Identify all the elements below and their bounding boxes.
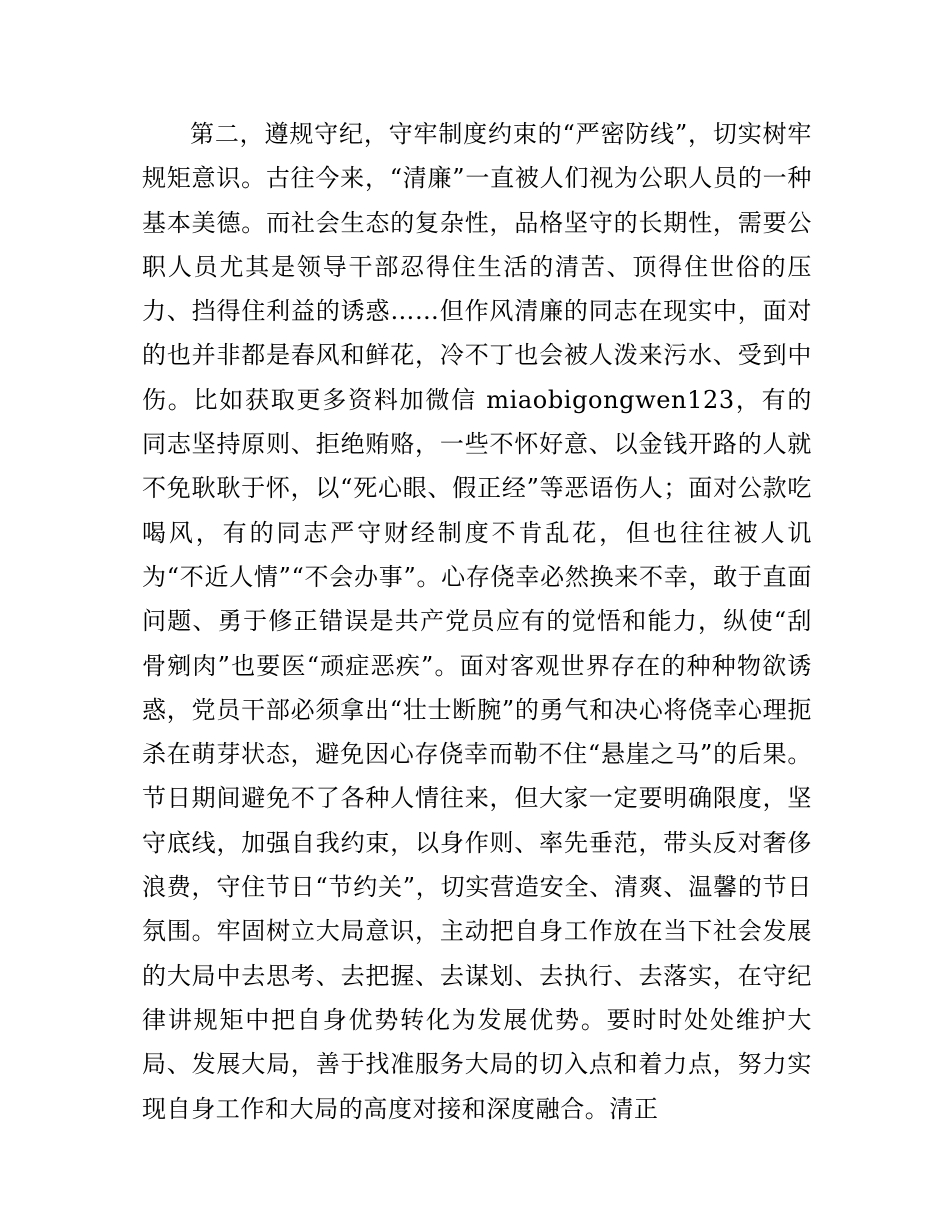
body-paragraph: 第二，遵规守纪，守牢制度约束的“严密防线”，切实树牢规矩意识。古往今来，“清廉”一直被人们视为公职人员的一种基本美德。而社会生态的复杂性，品格坚守的长期性，需要公职人员尤其是领导干部忍得住生活的清苦、顶得住世俗的压力、挡得住利益的诱惑……但作风清廉的同志在现实中，面对的也并非都是春风和鲜花，冷不丁也会被人泼来污水、受到中伤。比如获取更多资料加微信 miaobigongwen123，有的同志坚持原则、拒绝贿赂，一些不怀好意、以金钱开路的人就不免耿耿于怀，以“死心眼、假正经”等恶语伤人；面对公款吃喝风，有的同志严守财经制度不肯乱花，但也往往被人讥为“不近人情”“不会办事”。心存侥幸必然换来不幸，敢于直面问题、勇于修正错误是共产党员应有的觉悟和能力，纵使“刮骨剜肉”也要医“顽症恶疾”。面对客观世界存在的种种物欲诱惑，党员干部必须拿出“壮士断腕”的勇气和决心将侥幸心理扼杀在萌芽状态，避免因心存侥幸而勒不住“悬崖之马”的后果。节日期间避免不了各种人情往来，但大家一定要明确限度，坚守底线，加强自我约束，以身作则、率先垂范，带头反对奢侈浪费，守住节日“节约关”，切实营造安全、清爽、温馨的节日氛围。牢固树立大局意识，主动把自身工作放在当下社会发展的大局中去思考、去把握、去谋划、去执行、去落实，在守纪律讲规矩中把自身优势转化为发展优势。要时时处处维护大局、发展大局，善于找准服务大局的切入点和着力点，努力实现自身工作和大局的高度对接和深度融合。清正 (142, 120, 812, 1123)
